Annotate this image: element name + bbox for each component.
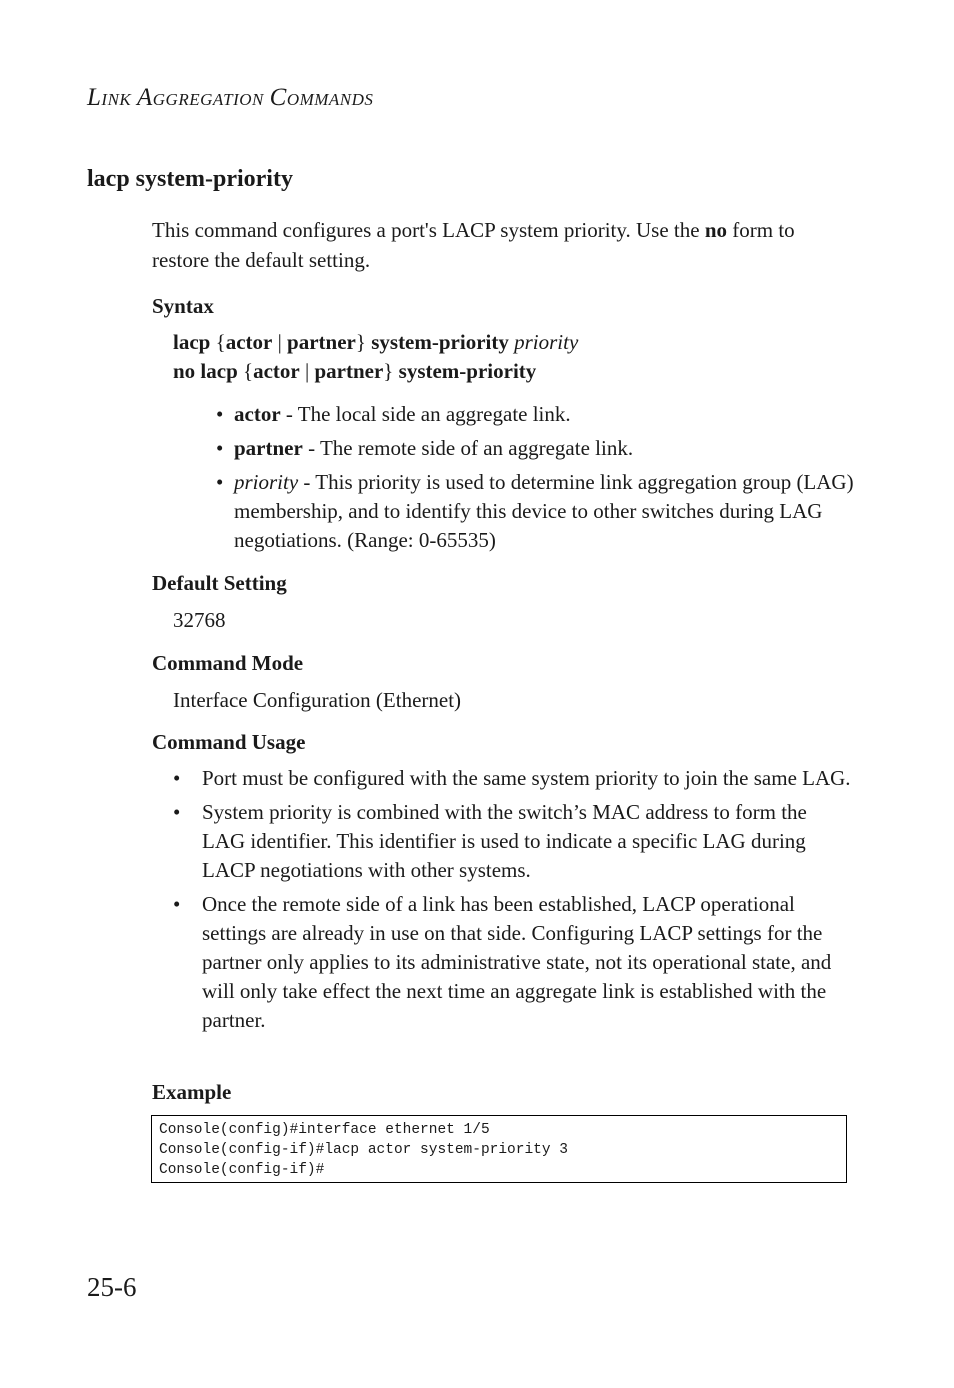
command-usage-list [173, 764, 853, 1040]
command-title: lacp system-priority [87, 166, 293, 192]
code-line: Console(config-if)# [159, 1162, 325, 1178]
usage-item: • Port must be configured with the same system priority to join the same LAG. [173, 766, 851, 790]
code-line: Console(config)#interface ethernet 1/5 [159, 1122, 490, 1138]
running-head-word-3: OMMANDS [286, 90, 374, 109]
parameter-actor: • actor - The local side an aggregate link. [216, 402, 571, 426]
syntax-heading: Syntax [152, 294, 214, 318]
example-heading: Example [152, 1080, 232, 1104]
page-number: 25-6 [87, 1272, 137, 1302]
syntax-line-2: no lacp {actor | partner} system-priority [173, 359, 537, 383]
usage-item: • Once the remote side of a link has been established, LACP operational settings are already in use on that side. Configuring LACP settings for the partner only applies to its administrative state, not its operational state, and will only take effect the next time an aggregate link is established with the partner. [173, 892, 832, 1032]
running-header: LINK AGGREGATION COMMANDS [87, 84, 374, 111]
code-line: Console(config-if)#lacp actor system-priority 3 [159, 1142, 568, 1158]
syntax-line-1: lacp {actor | partner} system-priority priority [173, 330, 579, 354]
parameter-list [216, 400, 856, 560]
command-description: This command configures a port's LACP system priority. Use the no form to restore the default setting. [152, 218, 795, 272]
example-code-block [151, 1115, 847, 1183]
command-mode-heading: Command Mode [152, 651, 304, 675]
usage-item: • System priority is combined with the switch’s MAC address to form the LAG identifier. This identifier is used to indicate a specific LAG during LACP negotiations with other systems. [173, 800, 807, 882]
command-mode-value: Interface Configuration (Ethernet) [173, 688, 462, 712]
command-usage-heading: Command Usage [152, 730, 306, 754]
default-setting-heading: Default Setting [152, 571, 287, 595]
running-head-word-2: GGREGATION [152, 90, 264, 109]
default-setting-value: 32768 [173, 608, 226, 632]
running-head-word-1: INK [101, 90, 132, 109]
parameter-priority: • priority - This priority is used to determine link aggregation group (LAG) membership, and to identify this device to other switches during LAG negotiations. (Range: 0-65535) [216, 470, 854, 552]
parameter-partner: • partner - The remote side of an aggregate link. [216, 436, 634, 460]
